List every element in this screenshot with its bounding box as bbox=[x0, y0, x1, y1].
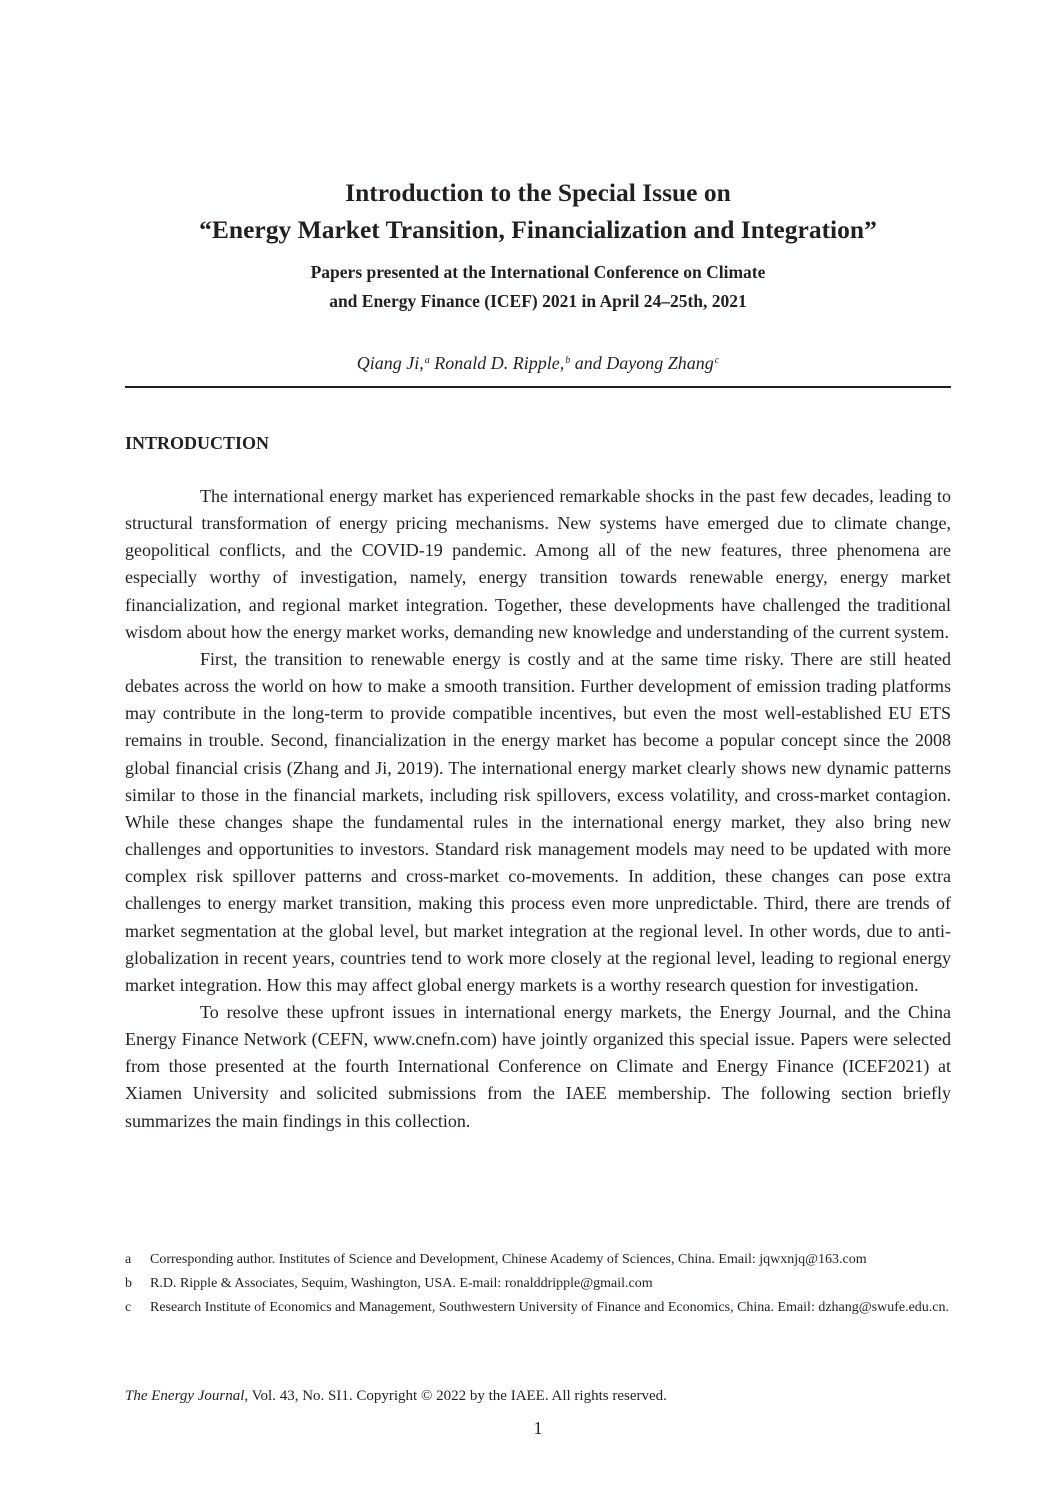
paragraph: The international energy market has experienced remarkable shocks in the past few decades, leading to structural transformation of energy pricing mechanisms. New systems have emerged due to climate change, geopolitical conflicts, and the COVID-19 pandemic. Among all of the new features, three phenomena are especially worthy of investigation, namely, energy transition towards renewable energy, energy market financialization, and regional market integration. Together, these developments have challenged the traditional wisdom about how the energy market works, demanding new knowledge and understanding of the current system. bbox=[125, 486, 951, 642]
body-text bbox=[125, 483, 951, 1135]
footnote-text: Research Institute of Economics and Management, Southwestern University of Finance and Economics, China. Email: dzhang@swufe.edu.cn. bbox=[150, 1300, 950, 1315]
footnote-text: Corresponding author. Institutes of Science and Development, Chinese Academy of Sciences, China. Email: jqwxnjq@163.com bbox=[150, 1252, 867, 1267]
footnote bbox=[125, 1272, 951, 1295]
footnote-text: R.D. Ripple & Associates, Sequim, Washington, USA. E-mail: ronalddripple@gmail.com bbox=[150, 1276, 653, 1291]
author-name: Dayong Zhang bbox=[606, 353, 714, 373]
footnotes bbox=[125, 1248, 951, 1320]
footnote-mark: c bbox=[125, 1300, 132, 1315]
footnote bbox=[125, 1248, 951, 1271]
author-connector: and bbox=[574, 353, 602, 373]
footnote-mark: b bbox=[125, 1276, 132, 1291]
subtitle-line-2: and Energy Finance (ICEF) 2021 in April 24–25th, 2021 bbox=[329, 291, 747, 311]
author-name: Qiang Ji, bbox=[356, 353, 424, 373]
author-affiliation-mark: c bbox=[714, 355, 720, 366]
title-line-1: Introduction to the Special Issue on bbox=[345, 178, 731, 207]
paper-subtitle bbox=[125, 258, 951, 316]
footnote bbox=[125, 1296, 951, 1319]
section-heading: INTRODUCTION bbox=[125, 433, 270, 453]
paragraph: To resolve these upfront issues in international energy markets, the Energy Journal, and the China Energy Finance Network (CEFN, www.cnefn.com) have jointly organized this special issue. Papers were selected from those presented at the fourth International Conference on Climate and Energy Finance (ICEF2021) at Xiamen University and solicited submissions from the IAEE membership. The following section briefly summarizes the main findings in this collection. bbox=[125, 1001, 951, 1131]
author-affiliation-mark: b bbox=[565, 355, 571, 366]
author-list bbox=[125, 350, 951, 376]
journal-name: The Energy Journal bbox=[125, 1388, 245, 1404]
subtitle-line-1: Papers presented at the International Conference on Climate bbox=[310, 262, 766, 282]
journal-citation bbox=[125, 1385, 951, 1407]
page-number: 1 bbox=[533, 1418, 543, 1438]
author-name: Ronald D. Ripple, bbox=[434, 353, 565, 373]
title-line-2: “Energy Market Transition, Financialization and Integration” bbox=[199, 215, 877, 244]
author-affiliation-mark: a bbox=[424, 355, 430, 366]
paragraph: First, the transition to renewable energy is costly and at the same time risky. There are still heated debates across the world on how to make a smooth transition. Further development of emission trading platforms may contribute in the long-term to provide compatible incentives, but even the most well-established EU ETS remains in trouble. Second, financialization in the energy market has become a popular concept since the 2008 global financial crisis (Zhang and Ji, 2019). The international energy market clearly shows new dynamic patterns similar to those in the financial markets, including risk spillovers, excess volatility, and cross-market contagion. While these changes shape the fundamental rules in the international energy market, they also bring new challenges and opportunities to investors. Standard risk management models may need to be updated with more complex risk spillover patterns and cross-market co-movements. In addition, these changes can pose extra challenges to energy market transition, making this process even more unpredictable. Third, there are trends of market segmentation at the global level, but market integration at the regional level. In other words, due to anti-globalization in recent years, countries tend to work more closely at the regional level, leading to regional energy market integration. How this may affect global energy markets is a worthy research question for investigation. bbox=[125, 648, 951, 995]
journal-details: , Vol. 43, No. SI1. Copyright © 2022 by the IAEE. All rights reserved. bbox=[244, 1388, 667, 1404]
header-divider bbox=[125, 386, 951, 388]
footnote-mark: a bbox=[125, 1252, 132, 1267]
paper-title bbox=[125, 174, 951, 248]
